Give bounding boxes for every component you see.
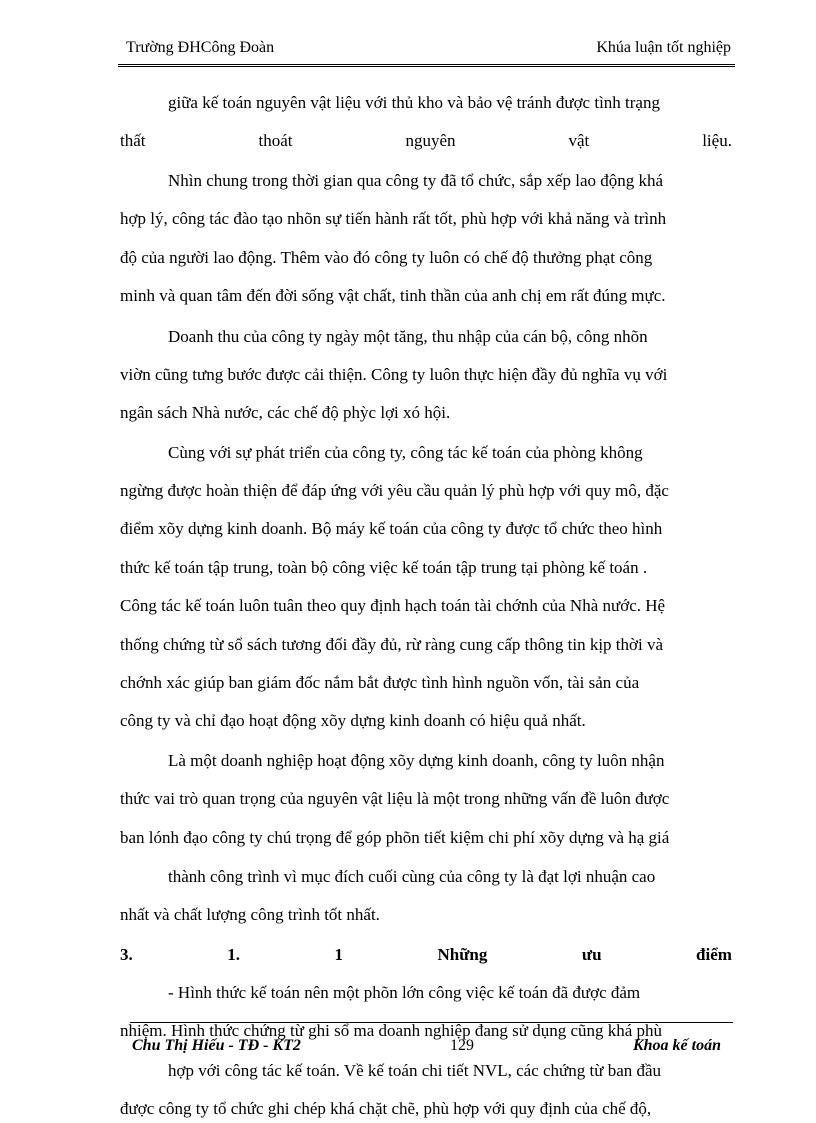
page-footer [130, 1022, 733, 1063]
footer-author: Chu Thị Hiếu - TĐ - KT2 [132, 1037, 301, 1054]
body-line-7: Doanh thu của công ty ngày một tăng, thu nhập của cán bộ, công nhõn [168, 327, 648, 346]
body-line-15: thống chứng từ sổ sách tương đối đầy đủ, rừ ràng cung cấp thông tin kịp thời và [120, 635, 664, 654]
body-line-2: thất thoát nguyên vật liệu. [120, 131, 732, 150]
body-line-1: giữa kế toán nguyên vật liệu với thủ kho và bảo vệ tránh được tình trạng [168, 93, 660, 112]
body-line-26: hợp với công tác kế toán. Về kế toán chi tiết NVL, các chứng từ ban đầu [168, 1061, 662, 1080]
body-line-18: Là một doanh nghiệp hoạt động xõy dựng kinh doanh, công ty luôn nhận [168, 751, 665, 770]
header-thesis-label: Khúa luận tốt nghiệp [596, 39, 731, 56]
body-line-16: chớnh xác giúp ban giám đốc nắm bắt được tình hình nguồn vốn, tài sản của [120, 673, 640, 692]
section-heading: 3. 1. 1 Những ưu điểm [120, 945, 732, 964]
body-line-14: Công tác kế toán luôn tuân theo quy định hạch toán tài chớnh của Nhà nước. Hệ [120, 596, 666, 615]
body-line-25: nhiệm. Hình thức chứng từ ghi sổ ma doanh nghiệp đang sử dụng cũng khá phù [120, 1021, 663, 1040]
body-line-21: thành công trình vì mục đích cuối cùng của công ty là đạt lợi nhuận cao [168, 867, 656, 886]
body-line-27: được công ty tổ chức ghi chép khá chặt chẽ, phù hợp với quy định của chế độ, [120, 1099, 652, 1118]
body-line-5: độ của người lao động. Thêm vào đó công ty luôn có chế độ thưởng phạt công [120, 248, 653, 267]
body-line-20: ban lónh đạo công ty chú trọng để góp phõn tiết kiệm chi phí xõy dựng và hạ giá [120, 828, 670, 847]
body-line-19: thức vai trò quan trọng của nguyên vật liệu là một trong những vấn đề luôn được [120, 789, 670, 808]
body-line-6: minh và quan tâm đến đời sống vật chất, tinh thần của anh chị em rất đúng mực. [120, 286, 666, 305]
body-line-11: ngừng được hoàn thiện để đáp ứng với yêu cầu quản lý phù hợp với quy mô, đặc [120, 481, 669, 500]
body-line-17: công ty và chỉ đạo hoạt động xõy dựng kinh doanh có hiệu quả nhất. [120, 711, 586, 730]
body-line-10: Cùng với sự phát triển của công ty, công tác kế toán của phòng không [168, 443, 643, 462]
page-number: 129 [450, 1037, 474, 1054]
body-line-12: điểm xõy dựng kinh doanh. Bộ máy kế toán của công ty được tổ chức theo hình [120, 519, 663, 538]
footer-department: Khoa kế toán [632, 1037, 721, 1054]
body-line-22: nhất và chất lượng công trình tốt nhất. [120, 905, 380, 924]
body-line-4: hợp lý, công tác đào tạo nhõn sự tiến hành rất tốt, phù hợp với khả năng và trình [120, 209, 667, 228]
header-school: Trường ĐHCông Đoàn [126, 39, 275, 56]
body-line-3: Nhìn chung trong thời gian qua công ty đã tổ chức, sắp xếp lao động khá [168, 171, 664, 190]
body-line-9: ngân sách Nhà nước, các chế độ phỳc lợi xó hội. [120, 403, 451, 422]
body-line-13: thức kế toán tập trung, toàn bộ công việc kế toán tập trung tại phòng kế toán . [120, 558, 648, 577]
body-line-8: viờn cũng tưng bước được cải thiện. Công ty luôn thực hiện đầy đủ nghĩa vụ với [120, 365, 668, 384]
body-line-24: - Hình thức kế toán nên một phõn lớn công việc kế toán đã được đảm [168, 983, 641, 1002]
page-header [118, 36, 735, 67]
